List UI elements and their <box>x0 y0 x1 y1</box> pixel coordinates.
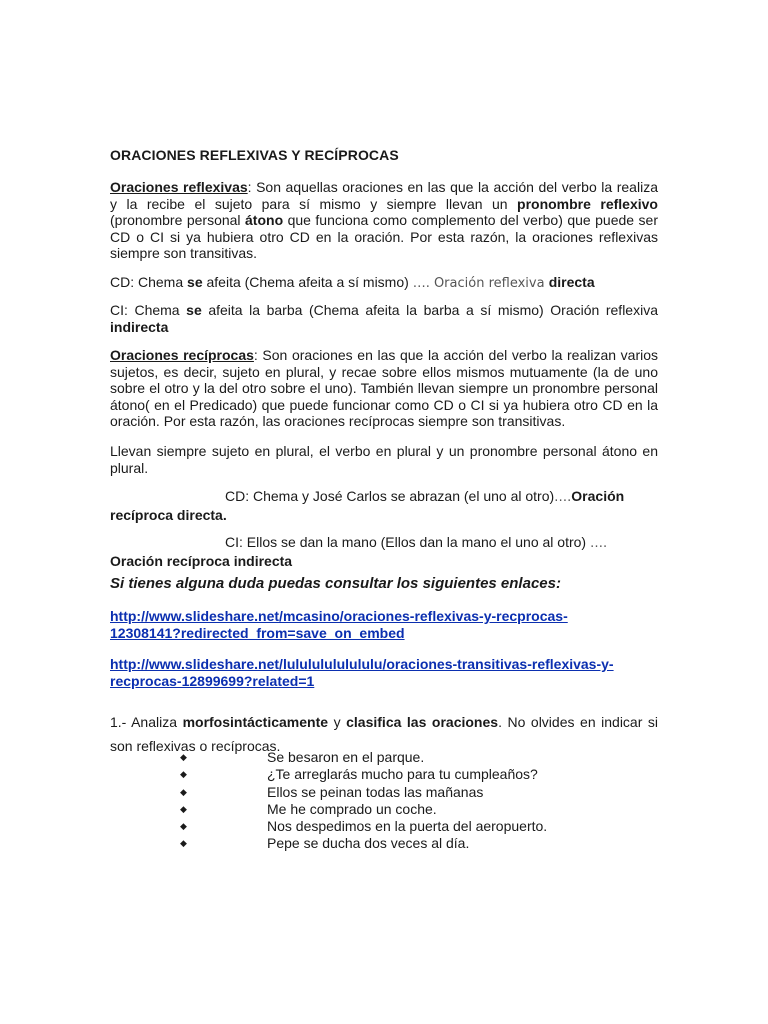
exercise-pre: 1.- Analiza <box>110 714 183 730</box>
sentence-text: ¿Te arreglarás mucho para tu cumpleaños? <box>267 766 538 783</box>
link-2-line-2[interactable]: recprocas-12899699?related=1 <box>110 672 315 689</box>
example-rec-cd <box>110 488 658 523</box>
rec-cd-text: CD: Chema y José Carlos se abrazan (el uno al otro) <box>225 488 555 504</box>
black-diamond-icon: ◆ <box>180 838 187 849</box>
example-cd-reflexive <box>110 274 658 293</box>
list-item <box>110 835 658 852</box>
exercise-bold-1: morfosintácticamente <box>182 714 329 730</box>
reflexive-paragraph <box>110 179 658 262</box>
rec-cd-bold-1: Oración <box>571 488 625 504</box>
example-cd-pre: CD: Chema <box>110 274 188 290</box>
link-2[interactable] <box>110 656 658 689</box>
sentence-text: Nos despedimos en la puerta del aeropuerto. <box>267 818 548 835</box>
list-item <box>110 766 658 783</box>
example-cd-mid: afeita (Chema afeita a sí mismo) <box>202 274 413 290</box>
plural-note: Llevan siempre sujeto en plural, el verbo en plural y un pronombre personal átono en plural. <box>110 443 658 476</box>
reciprocal-text: : Son oraciones en las que la acción del verbo la realizan varios sujetos, es decir, sujeto en plural, y recae sobre ellos mismos mutuamente (la de uno sobre el otro y la del otro sobre el uno). También llevan siempre un pronombre personal átono( en el Predicado) que puede funcionar como CD o CI si ya hubiera otro CD en la oración. Por esta razón, las oraciones recíprocas siempre son transitivas. <box>110 347 659 430</box>
black-diamond-icon: ◆ <box>180 769 187 780</box>
exercise-post: . No olvides en indicar si son reflexivas o recíprocas. <box>110 714 659 754</box>
black-diamond-icon: ◆ <box>180 803 187 814</box>
rec-ci-text: CI: Ellos se dan la mano (Ellos dan la mano el uno al otro) <box>225 534 590 550</box>
sentence-text: Se besaron en el parque. <box>267 749 425 765</box>
reflexive-term: Oraciones reflexivas <box>110 179 248 195</box>
list-item <box>110 801 658 818</box>
rec-ci-dots: …. <box>589 536 608 551</box>
example-cd-dots: …. Oración reflexiva <box>412 276 549 291</box>
consult-heading: Si tienes alguna duda puedas consultar los siguientes enlaces: <box>110 575 561 592</box>
black-diamond-icon: ◆ <box>180 752 187 762</box>
rec-ci-bold: Oración recíproca indirecta <box>110 552 293 569</box>
black-diamond-icon: ◆ <box>180 786 187 797</box>
example-ci-pre: CI: Chema <box>110 302 187 318</box>
rec-cd-dots: …. <box>554 490 572 505</box>
link-1-line-1[interactable]: http://www.slideshare.net/mcasino/oraciones-reflexivas-y-recprocas- <box>110 608 568 624</box>
reciprocal-paragraph <box>110 347 658 430</box>
sentence-text: Pepe se ducha dos veces al día. <box>267 835 470 852</box>
example-ci-se: se <box>186 302 202 318</box>
page-title: ORACIONES REFLEXIVAS Y RECÍPROCAS <box>110 147 399 163</box>
reflexive-text-1: : Son aquellas oraciones en las que la acción del verbo la realiza y la recibe el sujeto para sí mismo y siempre llevan un <box>110 179 658 212</box>
link-1[interactable] <box>110 608 658 641</box>
link-1-line-2[interactable]: 12308141?redirected_from=save_on_embed <box>110 624 405 641</box>
list-item <box>110 784 658 801</box>
sentence-text: Me he comprado un coche. <box>267 800 437 817</box>
example-cd-se: se <box>187 274 203 290</box>
exercise-mid: y <box>328 714 347 730</box>
reciprocal-term: Oraciones recíprocas <box>110 347 254 363</box>
list-item <box>110 749 658 766</box>
link-2-line-1[interactable]: http://www.slideshare.net/lulululululululu/oraciones-transitivas-reflexivas-y- <box>110 656 614 672</box>
list-item <box>110 818 658 835</box>
rec-cd-bold-2: recíproca directa. <box>110 506 227 523</box>
sentence-list <box>110 749 658 853</box>
reflexive-bold-1: pronombre reflexivo <box>517 195 658 212</box>
example-ci-reflexive <box>110 302 658 335</box>
exercise-bold-2: clasifica las oraciones <box>346 714 499 730</box>
reflexive-bold-2: átono <box>245 212 284 229</box>
reflexive-text-2: (pronombre personal <box>110 212 246 229</box>
example-rec-ci <box>110 534 658 569</box>
example-ci-mid: afeita la barba (Chema afeita la barba a sí mismo) Oración reflexiva <box>201 302 658 318</box>
example-cd-bold: directa <box>548 274 595 290</box>
black-diamond-icon: ◆ <box>180 821 187 832</box>
sentence-text: Ellos se peinan todas las mañanas <box>267 783 484 800</box>
example-ci-bold: indirecta <box>110 318 169 335</box>
reflexive-text-3: que funciona como complemento del verbo) que puede ser CD o CI si ya hubiera otro CD en la oración. Por esta razón, la oraciones reflexivas siempre son transitivas. <box>110 212 658 262</box>
